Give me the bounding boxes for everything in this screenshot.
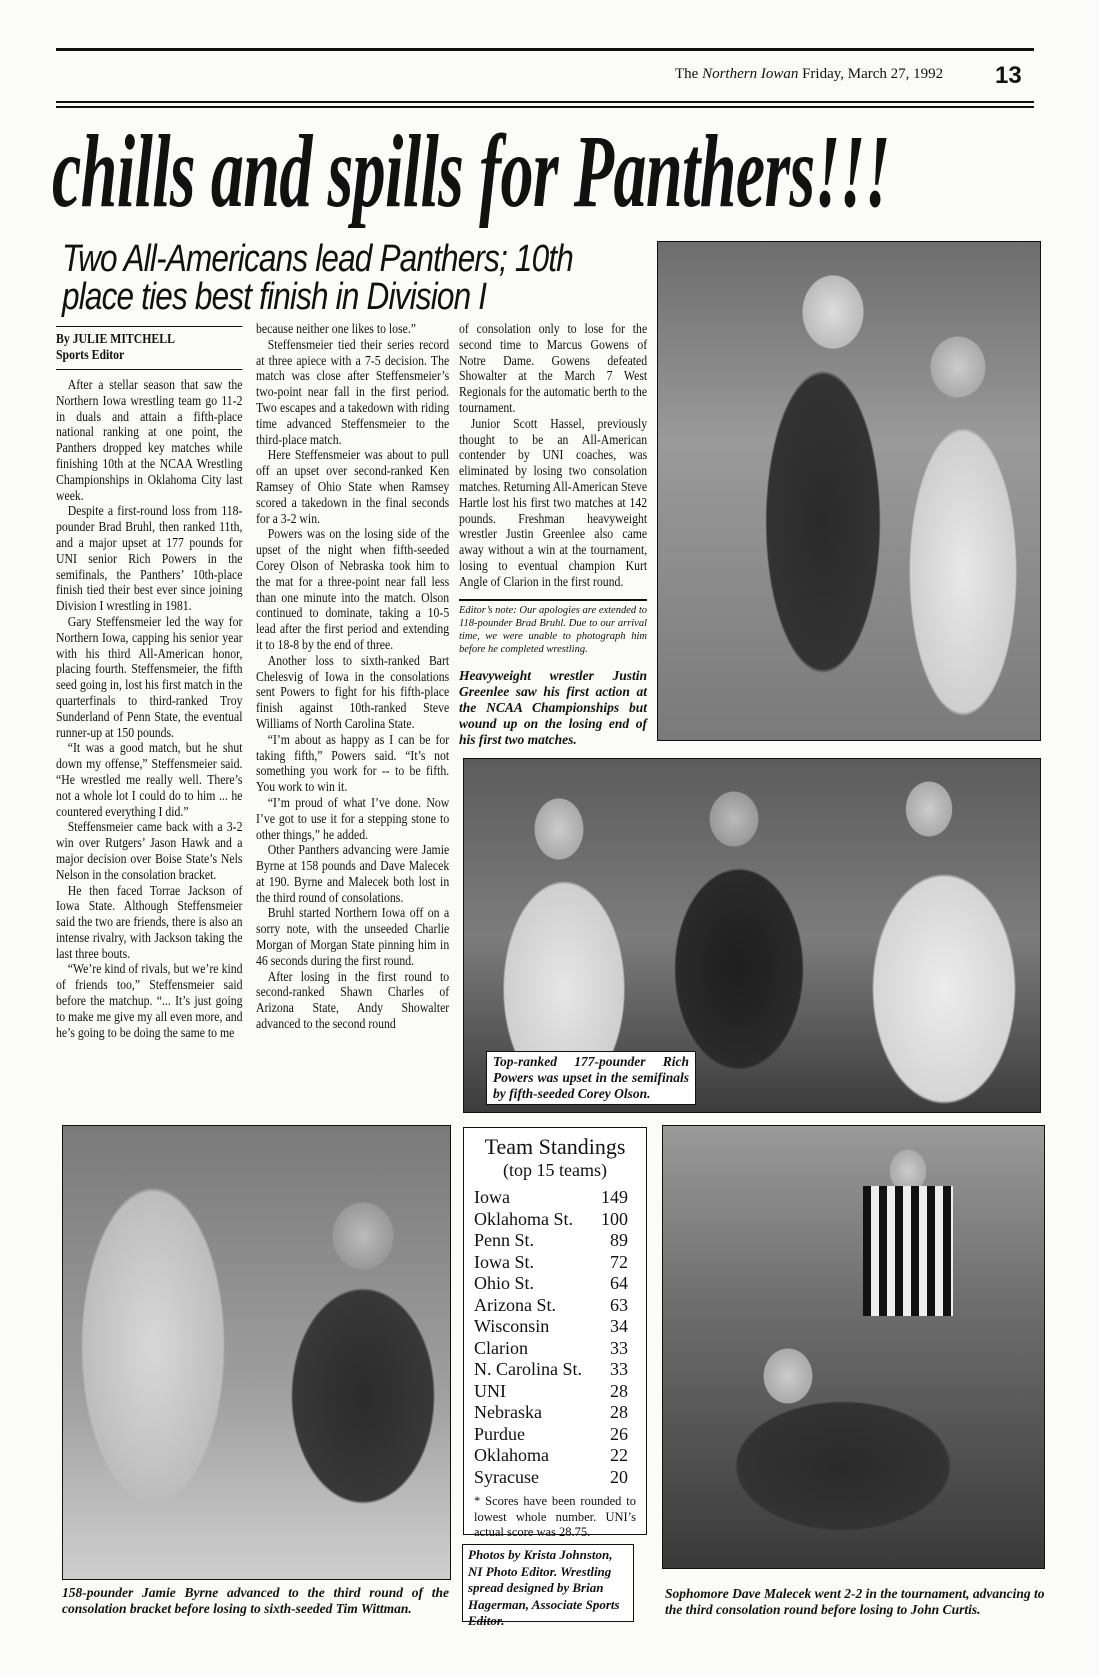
article-column-3 xyxy=(459,322,647,591)
caption-malecek: Sophomore Dave Malecek went 2-2 in the tournament, advancing to the third consolation round before losing to John Curtis. xyxy=(665,1586,1045,1617)
team-name: Purdue xyxy=(474,1423,525,1444)
standings-row xyxy=(464,1338,646,1360)
paragraph: because neither one likes to lose.” xyxy=(256,322,417,337)
paragraph: He then faced Torrae Jackson of Iowa State. Although Steffensmeier said the two are friends, there is also an intense rivalry, with Jackson taking the last three bouts. xyxy=(56,883,243,962)
byline-name: By JULIE MITCHELL xyxy=(56,332,175,347)
caption-powers: Top-ranked 177-pounder Rich Powers was upset in the semifinals by fifth-seeded Corey Olson. xyxy=(486,1051,696,1105)
standings-row xyxy=(464,1252,646,1274)
page-header xyxy=(600,62,1030,89)
team-score: 64 xyxy=(610,1273,628,1293)
standings-row xyxy=(464,1273,646,1295)
standings-subtitle: (top 15 teams) xyxy=(503,1160,607,1180)
paragraph: Other Panthers advancing were Jamie Byrne at 158 pounds and Dave Malecek at 190. Byrne and Malecek both lost in the third round of consolations. xyxy=(256,843,450,906)
paragraph: “I’m proud of what I’ve done. Now I’ve got to use it for a stepping stone to other things,” he added. xyxy=(256,795,450,843)
photo-byrne xyxy=(62,1125,451,1580)
team-name: Ohio St. xyxy=(474,1273,535,1293)
team-score: 28 xyxy=(610,1402,628,1422)
paragraph: After losing in the first round to second-ranked Shawn Charles of Arizona State, Andy Showalter advanced to the second round xyxy=(256,969,450,1033)
team-score: 149 xyxy=(601,1187,628,1207)
paragraph: “It was a good match, but he shut down my offense,” Steffensmeier said. “He wrestled me really well. There’s not a whole lot I could do to him ... he countered everything I did.” xyxy=(56,741,243,820)
paragraph: Bruhl started Northern Iowa off on a sorry note, with the unseeded Charlie Morgan of Morgan State pinning him in 46 seconds during the first round. xyxy=(256,906,450,969)
article-column-1 xyxy=(56,326,242,1041)
standings-footnote: * Scores have been rounded to lowest whole number. UNI’s actual score was 28.75. xyxy=(474,1494,636,1539)
standings-row xyxy=(464,1445,646,1467)
standings-row xyxy=(464,1402,646,1424)
photo-credit-box xyxy=(462,1544,634,1628)
team-name: Iowa xyxy=(474,1187,510,1207)
paragraph: Gary Steffensmeier led the way for Northern Iowa, capping his senior year with his third All-American honor, placing fourth. Steffensmeier, the fifth seed going in, lost his first match in the quarterfinals to third-ranked Troy Sunderland of Penn State, the eventual runner-up at 150 pounds. xyxy=(56,614,243,741)
photo-credit: Photos by Krista Johnston, NI Photo Editor. Wrestling spread designed by Brian Hagerman, Associate Sports Editor. xyxy=(468,1547,620,1628)
standings-row xyxy=(464,1381,646,1403)
caption-greenlee: Heavyweight wrestler Justin Greenlee saw his first action at the NCAA Championships but wound up on the losing end of his first two matches. xyxy=(459,668,647,747)
header-double-rule-top xyxy=(56,101,1034,103)
paragraph: “We’re kind of rivals, but we’re kind of friends too,” Steffensmeier said before the matchup. “... It’s just going to make me give my all even more, and he’s going to be doing the same to me xyxy=(56,962,243,1041)
header-double-rule-bottom xyxy=(56,106,1034,108)
subheadline: Two All-Americans lead Panthers; 10th place ties best finish in Division I xyxy=(62,238,573,318)
caption-byrne: 158-pounder Jamie Byrne advanced to the third round of the consolation bracket before losing to sixth-seeded Tim Wittman. xyxy=(62,1585,449,1616)
byline xyxy=(56,326,242,370)
team-score: 100 xyxy=(601,1208,628,1229)
team-score: 34 xyxy=(610,1316,628,1336)
standings-row xyxy=(464,1209,646,1231)
article-column-2 xyxy=(256,322,449,1033)
team-score: 26 xyxy=(610,1423,628,1444)
paragraph: Here Steffensmeier was about to pull off an upset over second-ranked Ken Ramsey of Ohio State when Ramsey scored a takedown in the final seconds for a 3-2 win. xyxy=(256,448,450,527)
team-score: 33 xyxy=(610,1337,628,1358)
paragraph: Despite a first-round loss from 118-pounder Brad Bruhl, then ranked 11th, and a major upset at 177 pounds for UNI senior Rich Powers in the semifinals, the Panthers’ 10th-place finish tied their best ever since joining Division I wrestling in 1981. xyxy=(56,504,243,615)
team-name: Arizona St. xyxy=(474,1294,556,1315)
standings-row xyxy=(464,1316,646,1338)
paragraph: Steffensmeier tied their series record at three apiece with a 7-5 decision. The match was close after Steffensmeier’s two-point near fall in the first period. Two escapes and a takedown with riding time advanced Steffensmeier to the third-place match. xyxy=(256,337,450,448)
team-name: Syracuse xyxy=(474,1466,539,1487)
folio: The Northern Iowan Friday, March 27, 1992 xyxy=(675,66,944,82)
team-name: Iowa St. xyxy=(474,1251,534,1272)
top-rule xyxy=(56,48,1034,51)
standings-row xyxy=(464,1230,646,1252)
paragraph: Powers was on the losing side of the upset of the night when fifth-seeded Corey Olson of Nebraska took him to the mat for a three-point near fall less than one minute into the match. Olson continued to dominate, taking a 10-5 lead after the first period and extending it to 18-8 by the end of three. xyxy=(256,527,450,653)
standings-row xyxy=(464,1187,646,1209)
team-score: 72 xyxy=(610,1251,628,1272)
byline-title: Sports Editor xyxy=(56,348,125,363)
paper-name: Northern Iowan xyxy=(702,66,799,82)
paragraph: Steffensmeier came back with a 3-2 win over Rutgers’ Jason Hawk and a major decision over Boise State’s Nels Nelson in the consolation bracket. xyxy=(56,820,243,883)
team-name: N. Carolina St. xyxy=(474,1359,582,1379)
team-score: 28 xyxy=(610,1380,628,1401)
standings-row xyxy=(464,1424,646,1446)
issue-date: Friday, March 27, 1992 xyxy=(802,66,944,82)
paragraph: Junior Scott Hassel, previously thought to be an All-American contender by UNI coaches, was eliminated by losing two consolation matches. Returning All-American Steve Hartle lost his first two matches at 142 pounds. Freshman heavyweight wrestler Justin Greenlee also came away without a win at the tournament, losing to eventual champion Kurt Angle of Clarion in the first round. xyxy=(459,416,648,590)
team-score: 20 xyxy=(610,1466,628,1487)
standings-title: Team Standings xyxy=(484,1134,626,1159)
standings-row xyxy=(464,1359,646,1381)
team-name: Nebraska xyxy=(474,1402,542,1422)
paragraph: “I’m about as happy as I can be for taking fifth,” Powers said. “It’s not something you work for -- to be fifth. You work to win it. xyxy=(256,732,450,796)
team-name: Oklahoma xyxy=(474,1445,549,1465)
standings-list xyxy=(464,1187,646,1488)
team-standings-box xyxy=(463,1127,647,1539)
editors-note: Editor’s note: Our apologies are extended to 118-pounder Brad Bruhl. Due to our arrival time, we were unable to photograph him before he completed wrestling. xyxy=(459,605,647,655)
team-name: Oklahoma St. xyxy=(474,1208,573,1229)
team-name: Penn St. xyxy=(474,1230,535,1250)
team-name: Clarion xyxy=(474,1337,528,1358)
headline: chills and spills for Panthers!!! xyxy=(52,114,890,229)
photo-powers xyxy=(463,758,1041,1113)
paragraph: Another loss to sixth-ranked Bart Chelesvig of Iowa in the consolations sent Powers to fight for his fifth-place finish against 10th-ranked Steve Williams of North Carolina State. xyxy=(256,653,450,732)
team-score: 63 xyxy=(610,1294,628,1315)
standings-row xyxy=(464,1295,646,1317)
standings-row xyxy=(464,1467,646,1489)
photo-greenlee xyxy=(657,241,1041,741)
team-score: 89 xyxy=(610,1230,628,1250)
team-name: UNI xyxy=(474,1380,506,1401)
page-number: 13 xyxy=(995,62,1022,89)
paragraph: After a stellar season that saw the Northern Iowa wrestling team go 11-2 in duals and attain a fifth-place national ranking at one point, the Panthers dropped key matches while finishing 10th at the NCAA Wrestling Championships in Oklahoma City last week. xyxy=(56,378,243,504)
editors-note-rule xyxy=(459,599,647,601)
paragraph: of consolation only to lose for the second time to Marcus Gowens of Notre Dame. Gowens defeated Showalter at the March 7 West Regionals for the automatic berth to the tournament. xyxy=(459,322,648,416)
team-name: Wisconsin xyxy=(474,1316,550,1336)
team-score: 33 xyxy=(610,1359,628,1379)
team-score: 22 xyxy=(610,1445,628,1465)
photo-malecek xyxy=(662,1125,1045,1569)
